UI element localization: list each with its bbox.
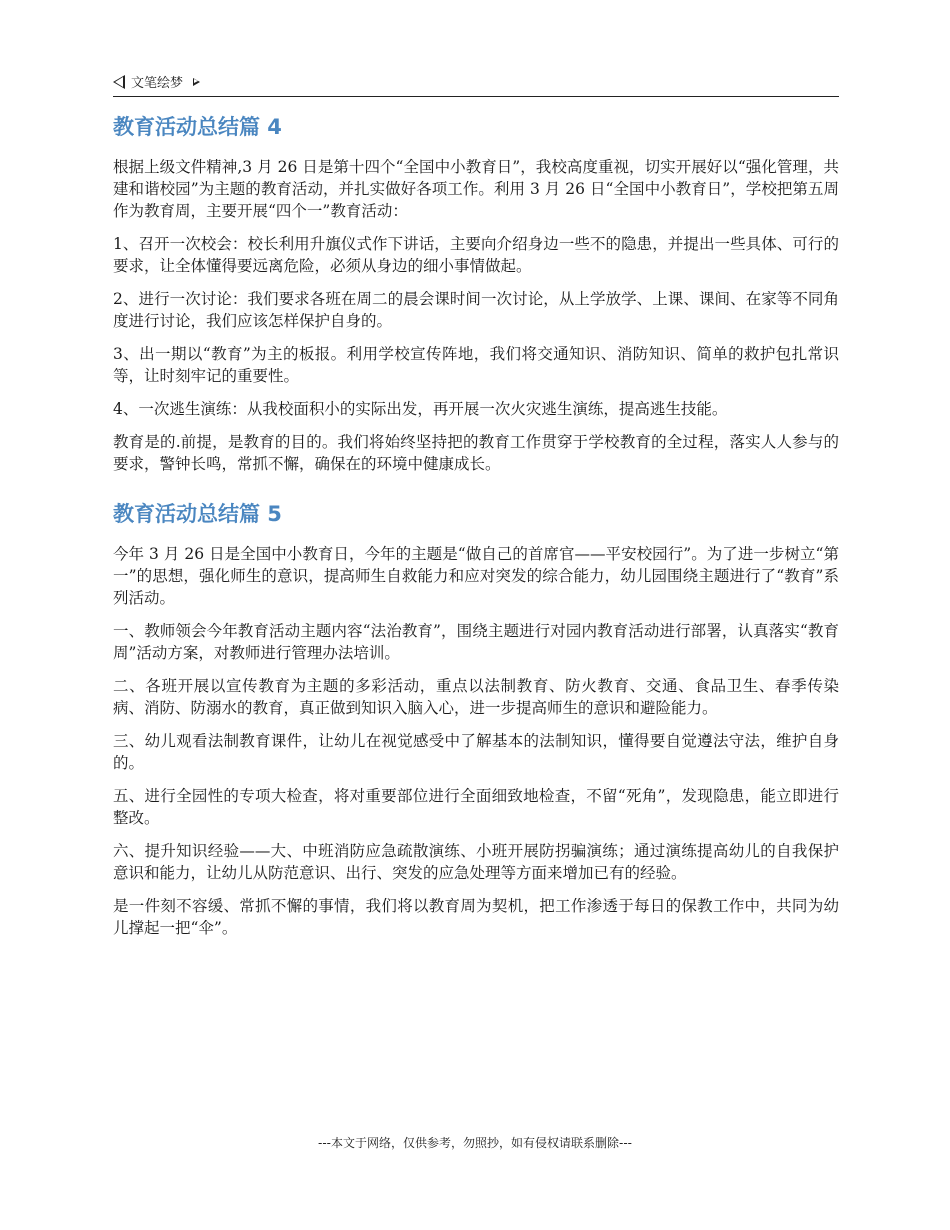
paragraph: 教育是的.前提，是教育的目的。我们将始终坚持把的教育工作贯穿于学校教育的全过程，落实人人参与的要求，警钟长鸣，常抓不懈，确保在的环境中健康成长。 [113, 433, 839, 473]
triangle-right-icon [193, 78, 200, 86]
section-4 [113, 112, 839, 475]
section-5 [113, 499, 839, 939]
paragraph: 是一件刻不容缓、常抓不懈的事情，我们将以教育周为契机，把工作渗透于每日的保教工作中，共同为幼儿撑起一把“伞”。 [113, 897, 839, 937]
paragraph: 三、幼儿观看法制教育课件，让幼儿在视觉感受中了解基本的法制知识，懂得要自觉遵法守法，维护自身的。 [113, 732, 839, 772]
paragraph: 2、进行一次讨论：我们要求各班在周二的晨会课时间一次讨论，从上学放学、上课、课间、在家等不同角度进行讨论，我们应该怎样保护自身的。 [113, 290, 839, 330]
section-title: 教育活动总结篇 4 [113, 115, 282, 139]
paragraph: 3、出一期以“教育”为主的板报。利用学校宣传阵地，我们将交通知识、消防知识、简单的救护包扎常识等，让时刻牢记的重要性。 [113, 345, 839, 385]
document-body [113, 112, 839, 950]
page-footer: ---本文于网络，仅供参考，勿照抄，如有侵权请联系删除--- [318, 1136, 632, 1150]
paragraph: 二、各班开展以宣传教育为主题的多彩活动，重点以法制教育、防火教育、交通、食品卫生、春季传染病、消防、防溺水的教育，真正做到知识入脑入心，进一步提高师生的意识和避险能力。 [113, 677, 839, 717]
triangle-left-icon [113, 75, 125, 89]
paragraph: 五、进行全园性的专项大检查，将对重要部位进行全面细致地检查，不留“死角”，发现隐患，能立即进行整改。 [113, 787, 839, 827]
paragraph: 4、一次逃生演练：从我校面积小的实际出发，再开展一次火灾逃生演练，提高逃生技能。 [113, 400, 728, 418]
page-header [113, 70, 839, 97]
section-title: 教育活动总结篇 5 [113, 502, 282, 526]
paragraph: 根据上级文件精神,3 月 26 日是第十四个“全国中小教育日”，我校高度重视，切实开展好以“强化管理，共建和谐校园”为主题的教育活动，并扎实做好各项工作。利用 3 月 26 日“全国中小教育日”，学校把第五周作为教育周，主要开展“四个一”教育活动： [113, 158, 839, 220]
paragraph: 今年 3 月 26 日是全国中小教育日，今年的主题是“做自己的首席官——平安校园行”。为了进一步树立“第一”的思想，强化师生的意识，提高师生自救能力和应对突发的综合能力，幼儿园围绕主题进行了“教育”系列活动。 [113, 545, 839, 607]
header-brand [113, 72, 200, 91]
paragraph: 一、教师领会今年教育活动主题内容“法治教育”，围绕主题进行对园内教育活动进行部署，认真落实“教育周”活动方案，对教师进行管理办法培训。 [113, 622, 839, 662]
paragraph: 1、召开一次校会：校长利用升旗仪式作下讲话，主要向介绍身边一些不的隐患，并提出一些具体、可行的要求，让全体懂得要远离危险，必须从身边的细小事情做起。 [113, 235, 839, 275]
paragraph: 六、提升知识经验——大、中班消防应急疏散演练、小班开展防拐骗演练；通过演练提高幼儿的自我保护意识和能力，让幼儿从防范意识、出行、突发的应急处理等方面来增加已有的经验。 [113, 842, 839, 882]
brand-label: 文笔绘梦 [131, 76, 184, 91]
